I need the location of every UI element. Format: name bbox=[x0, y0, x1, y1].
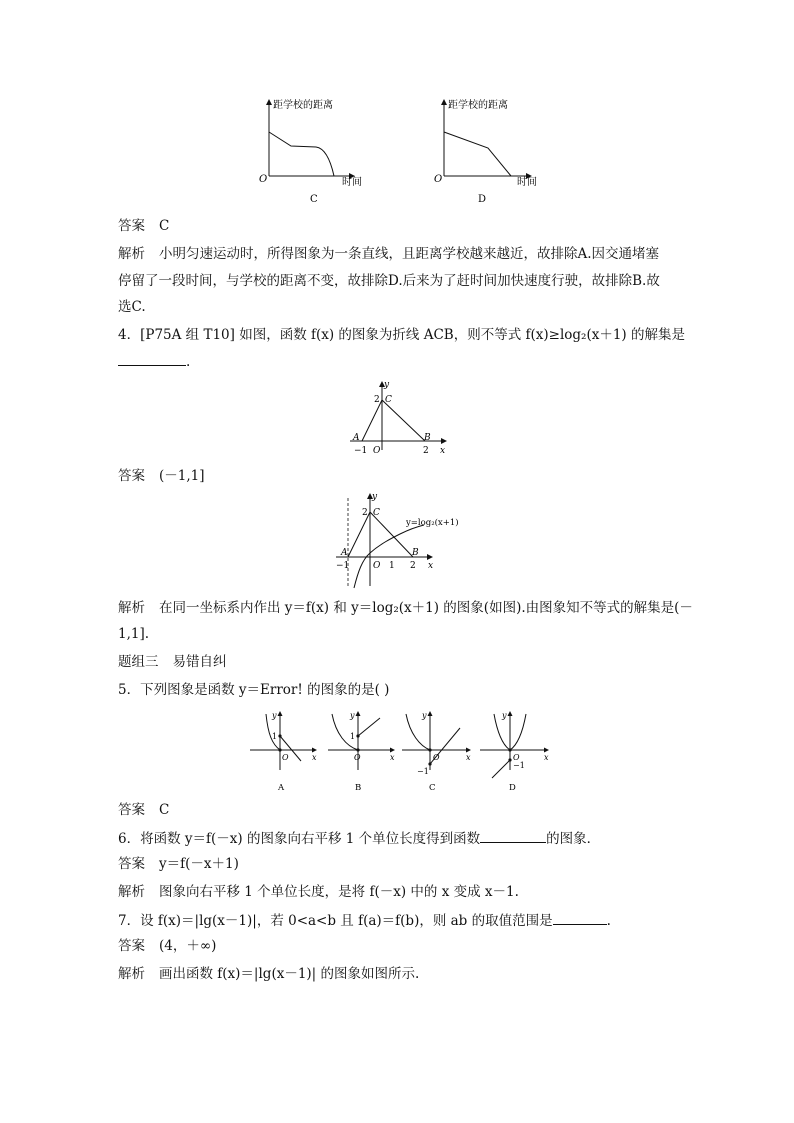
svg-text:x: x bbox=[466, 753, 471, 762]
graph-option-c bbox=[250, 96, 380, 208]
answer-blank bbox=[118, 351, 186, 366]
svg-text:y: y bbox=[372, 492, 378, 502]
q4-graph-with-log bbox=[332, 490, 482, 592]
svg-text:2: 2 bbox=[423, 446, 429, 456]
svg-text:y: y bbox=[384, 380, 390, 390]
svg-text:A: A bbox=[353, 433, 360, 443]
svg-text:x: x bbox=[440, 446, 446, 456]
q5-answer: 答案 C bbox=[118, 802, 170, 818]
svg-text:x: x bbox=[428, 561, 434, 571]
q4-graph-acb bbox=[344, 378, 454, 458]
q5-option-d-graph bbox=[478, 708, 554, 796]
q4-analysis-line1: 解析 在同一坐标系内作出 y＝f(x) 和 y＝log₂(x＋1) 的图象(如图).由图象知不等式的解集是(－ bbox=[118, 600, 693, 616]
q7-answer: 答案 (4，＋∞) bbox=[118, 938, 217, 954]
svg-text:O: O bbox=[433, 753, 440, 762]
q3-analysis-line1: 解析 小明匀速运动时，所得图象为一条直线，且距离学校越来越近，故排除A.因交通堵塞 bbox=[118, 246, 660, 262]
svg-text:O: O bbox=[373, 446, 381, 456]
svg-text:y: y bbox=[422, 711, 427, 720]
svg-text:C: C bbox=[373, 508, 380, 518]
svg-text:−1: −1 bbox=[354, 446, 368, 456]
q7-analysis: 解析 画出函数 f(x)＝|lg(x－1)| 的图象如图所示. bbox=[118, 966, 420, 982]
option-caption: C bbox=[429, 783, 436, 793]
answer-blank bbox=[480, 828, 546, 843]
x-axis-label: 时间 bbox=[517, 177, 537, 188]
svg-text:−1: −1 bbox=[417, 767, 429, 776]
svg-text:1: 1 bbox=[389, 561, 395, 571]
answer-blank bbox=[553, 910, 607, 925]
svg-text:−1: −1 bbox=[336, 561, 350, 571]
group-title: 题组三 易错自纠 bbox=[118, 654, 227, 670]
option-caption: B bbox=[355, 783, 362, 793]
q3-answer: 答案 C bbox=[118, 218, 170, 234]
svg-text:2: 2 bbox=[374, 395, 380, 405]
q5-stem: 5．下列图象是函数 y＝Error! 的图象的是( ) bbox=[118, 682, 390, 698]
svg-text:B: B bbox=[424, 433, 431, 443]
q3-analysis-line2: 停留了一段时间，与学校的距离不变，故排除D.后来为了赶时间加快速度行驶，故排除B.故 bbox=[118, 273, 660, 289]
q5-option-b-graph bbox=[324, 708, 400, 796]
q3-analysis-line3: 选C. bbox=[118, 299, 146, 315]
y-axis-label: 距学校的距离 bbox=[273, 100, 333, 111]
svg-text:2: 2 bbox=[410, 561, 416, 571]
q4-stem-line2: . bbox=[118, 351, 678, 372]
svg-text:O: O bbox=[434, 174, 443, 185]
svg-text:C: C bbox=[385, 395, 392, 405]
svg-text:B: B bbox=[412, 548, 419, 558]
svg-text:−1: −1 bbox=[513, 761, 525, 770]
q4-stem-line1: 4．[P75A 组 T10] 如图，函数 f(x) 的图象为折线 ACB，则不等式 f(x)≥log₂(x＋1) 的解集是 bbox=[118, 327, 685, 343]
figure-caption: D bbox=[478, 194, 487, 205]
q5-option-c-graph bbox=[400, 708, 476, 796]
q7-stem: 7．设 f(x)＝|lg(x－1)|，若 0<a<b 且 f(a)＝f(b)，则 ab 的取值范围是 . bbox=[118, 910, 678, 931]
curve-label: y=log₂(x+1) bbox=[406, 518, 459, 528]
svg-text:y: y bbox=[272, 711, 277, 720]
q5-option-a-graph bbox=[246, 708, 322, 796]
svg-text:y: y bbox=[502, 711, 507, 720]
figure-caption: C bbox=[310, 194, 318, 205]
graph-option-d bbox=[425, 96, 555, 208]
svg-text:x: x bbox=[390, 753, 395, 762]
q6-answer: 答案 y＝f(－x＋1) bbox=[118, 856, 239, 872]
svg-text:O: O bbox=[373, 561, 381, 571]
option-caption: D bbox=[509, 783, 516, 793]
q4-analysis-line2: 1,1]. bbox=[118, 626, 150, 642]
svg-text:O: O bbox=[354, 753, 361, 762]
svg-text:x: x bbox=[544, 753, 549, 762]
q4-answer: 答案 (－1,1] bbox=[118, 468, 205, 484]
x-axis-label: 时间 bbox=[342, 177, 362, 188]
svg-text:O: O bbox=[259, 174, 268, 185]
svg-text:1: 1 bbox=[350, 732, 356, 741]
svg-text:x: x bbox=[312, 753, 317, 762]
svg-text:y: y bbox=[350, 711, 355, 720]
option-caption: A bbox=[278, 783, 285, 793]
svg-text:O: O bbox=[513, 753, 520, 762]
svg-text:O: O bbox=[282, 753, 289, 762]
svg-text:1: 1 bbox=[272, 732, 278, 741]
q6-analysis: 解析 图象向右平移 1 个单位长度，是将 f(－x) 中的 x 变成 x－1. bbox=[118, 884, 519, 900]
y-axis-label: 距学校的距离 bbox=[448, 100, 508, 111]
svg-text:2: 2 bbox=[362, 508, 368, 518]
svg-text:A: A bbox=[341, 548, 348, 558]
q6-stem: 6．将函数 y＝f(－x) 的图象向右平移 1 个单位长度得到函数 的图象． bbox=[118, 828, 678, 849]
